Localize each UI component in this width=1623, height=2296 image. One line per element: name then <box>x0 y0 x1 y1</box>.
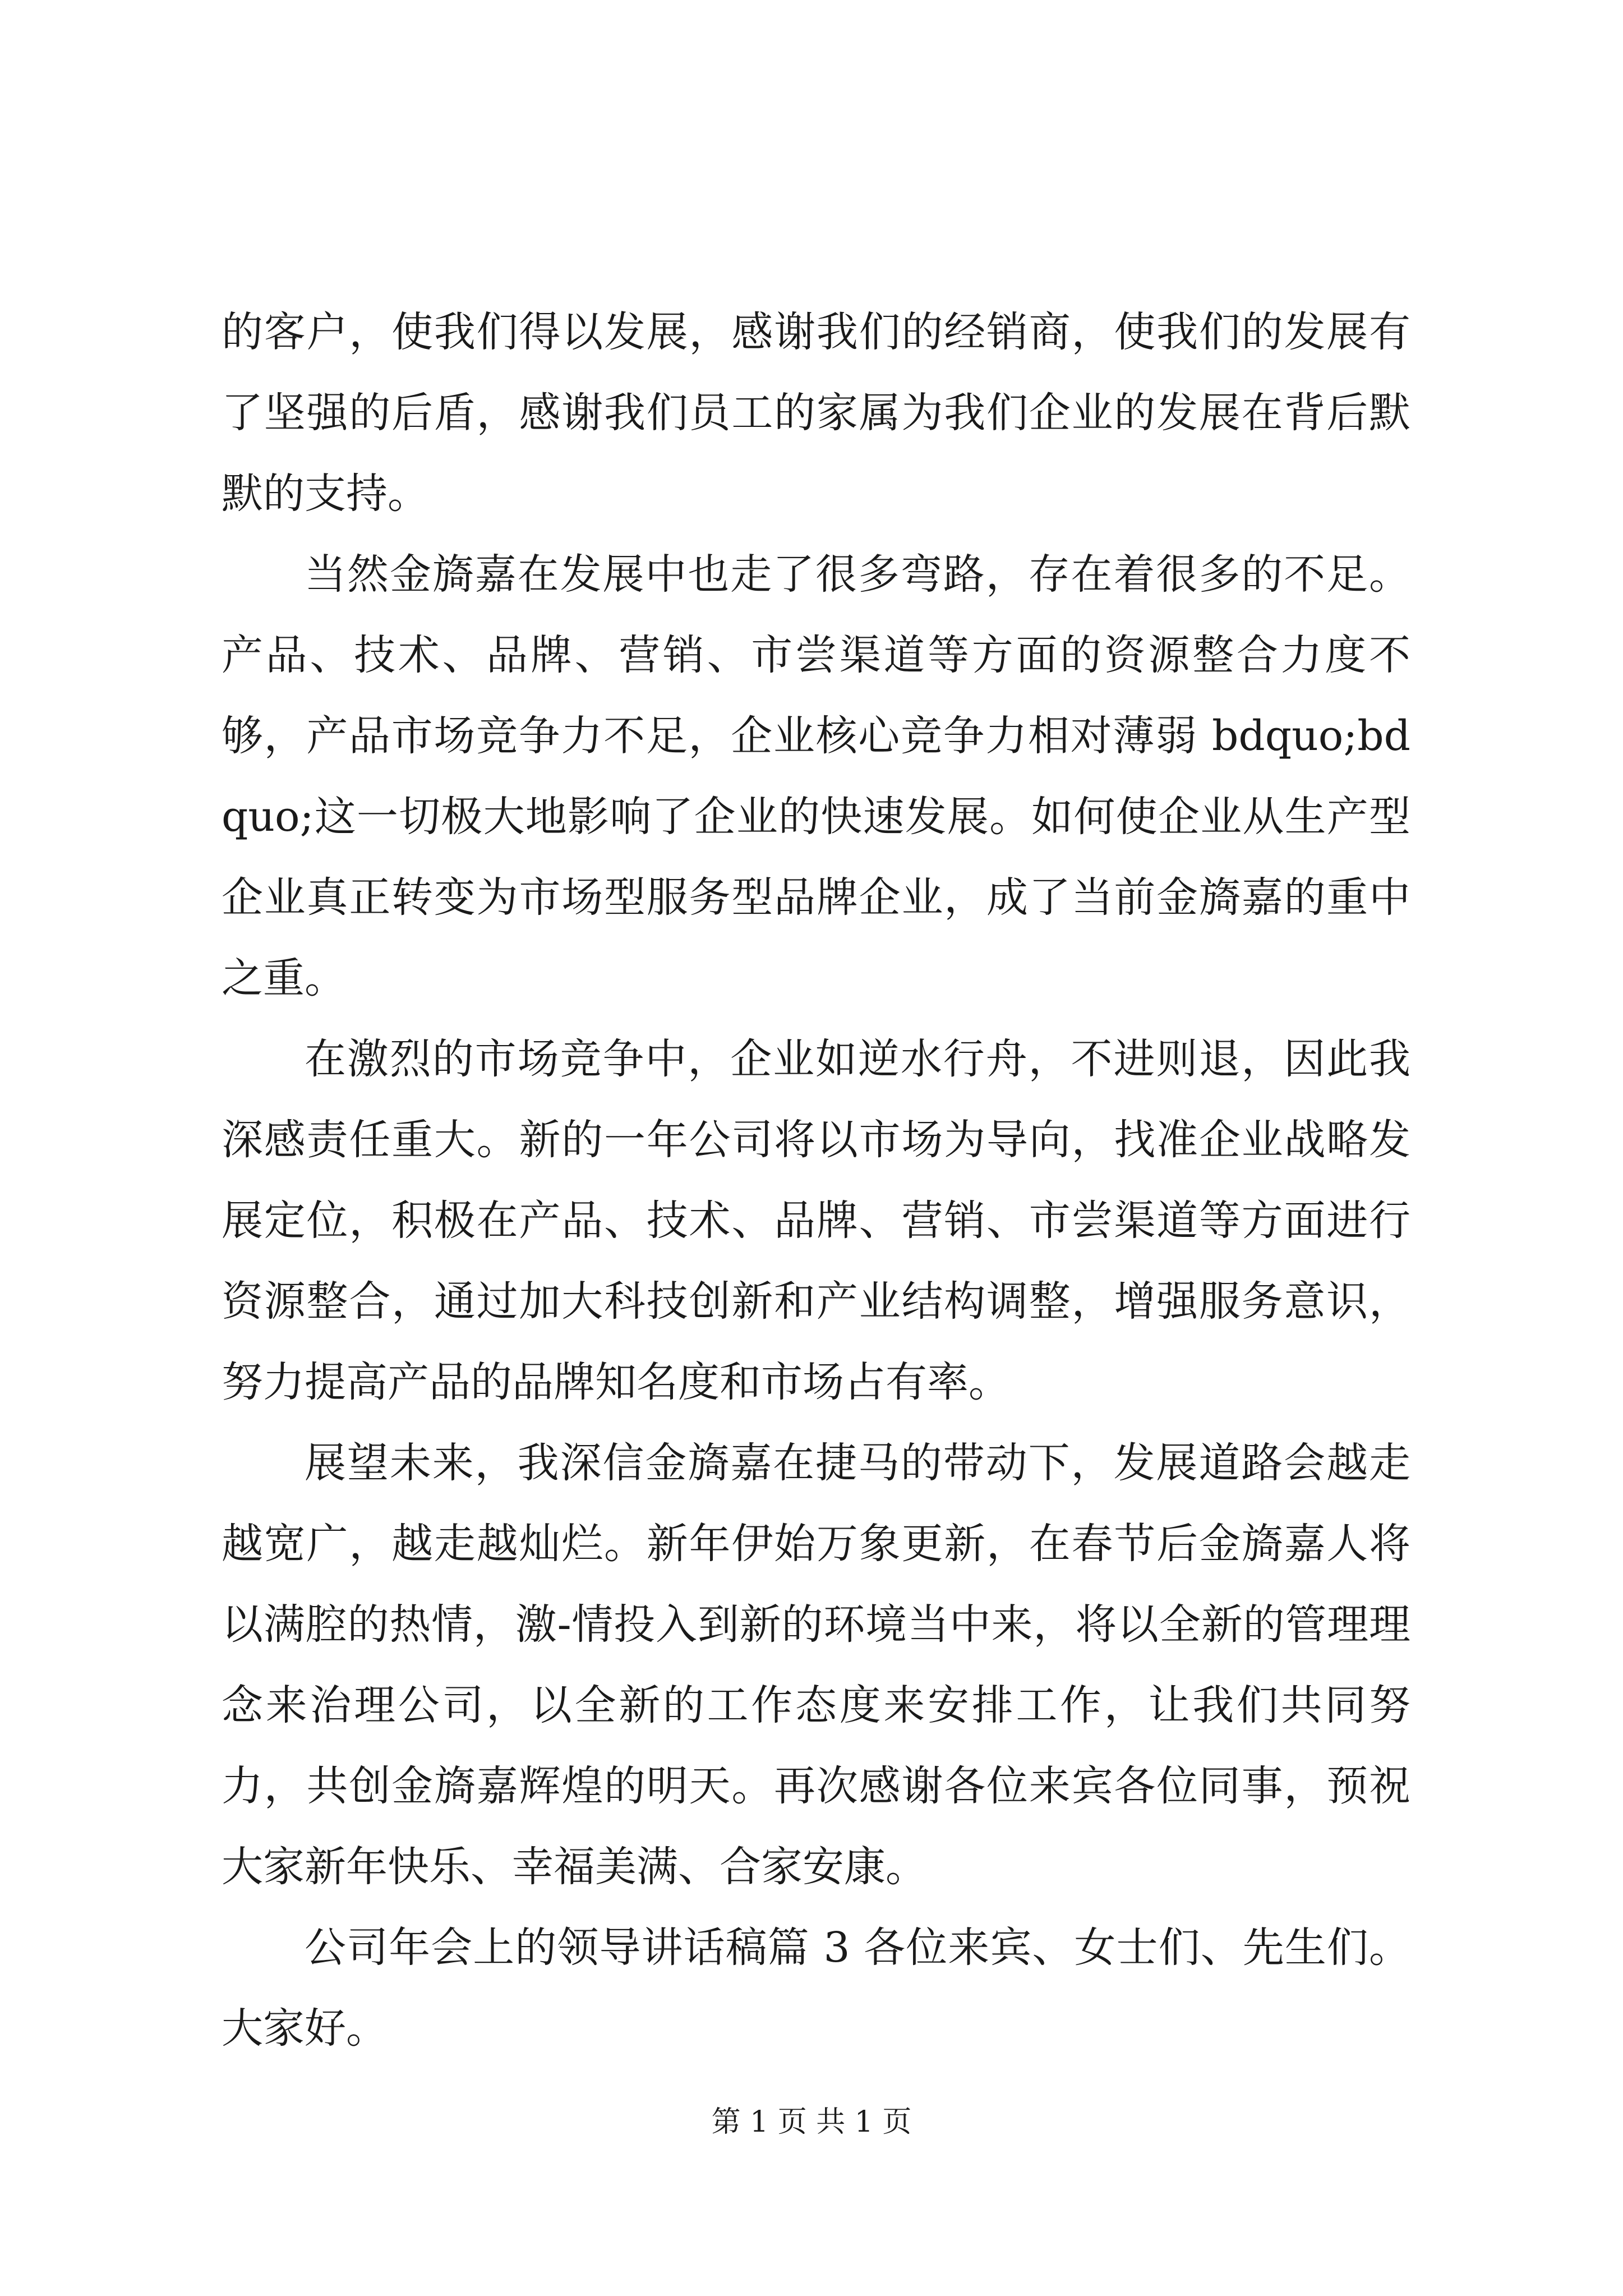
paragraph-1: 的客户，使我们得以发展，感谢我们的经销商，使我们的发展有了坚强的后盾，感谢我们员工的家属为我们企业的发展在背后默默的支持。 <box>222 308 1410 518</box>
paragraph-3: 在激烈的市场竞争中，企业如逆水行舟，不进则退，因此我深感责任重大。新的一年公司将以市场为导向，找准企业战略发展定位，积极在产品、技术、品牌、营销、市尝渠道等方面进行资源整合，通过加大科技创新和产业结构调整，增强服务意识，努力提高产品的品牌知名度和市场占有率。 <box>222 1035 1410 1406</box>
paragraph-5: 公司年会上的领导讲话稿篇 3 各位来宾、女士们、先生们。大家好。 <box>222 1924 1410 2053</box>
paragraph-4: 展望未来，我深信金旖嘉在捷马的带动下，发展道路会越走越宽广，越走越灿烂。新年伊始万象更新，在春节后金旖嘉人将以满腔的热情，激-情投入到新的环境当中来，将以全新的管理理念来治理公司，以全新的工作态度来安排工作，让我们共同努力，共创金旖嘉辉煌的明天。再次感谢各位来宾各位同事，预祝大家新年快乐、幸福美满、合家安康。 <box>222 1439 1410 1891</box>
paragraph-2: 当然金旖嘉在发展中也走了很多弯路，存在着很多的不足。产品、技术、品牌、营销、市尝渠道等方面的资源整合力度不够，产品市场竞争力不足，企业核心竞争力相对薄弱 bdquo;bdquo;这一切极大地影响了企业的快速发展。如何使企业从生产型企业真正转变为市场型服务型品牌企业，成了当前金旖嘉的重中之重。 <box>222 550 1410 1002</box>
page-footer: 第 1 页 共 1 页 <box>711 2105 912 2139</box>
document-body <box>222 292 1410 2069</box>
